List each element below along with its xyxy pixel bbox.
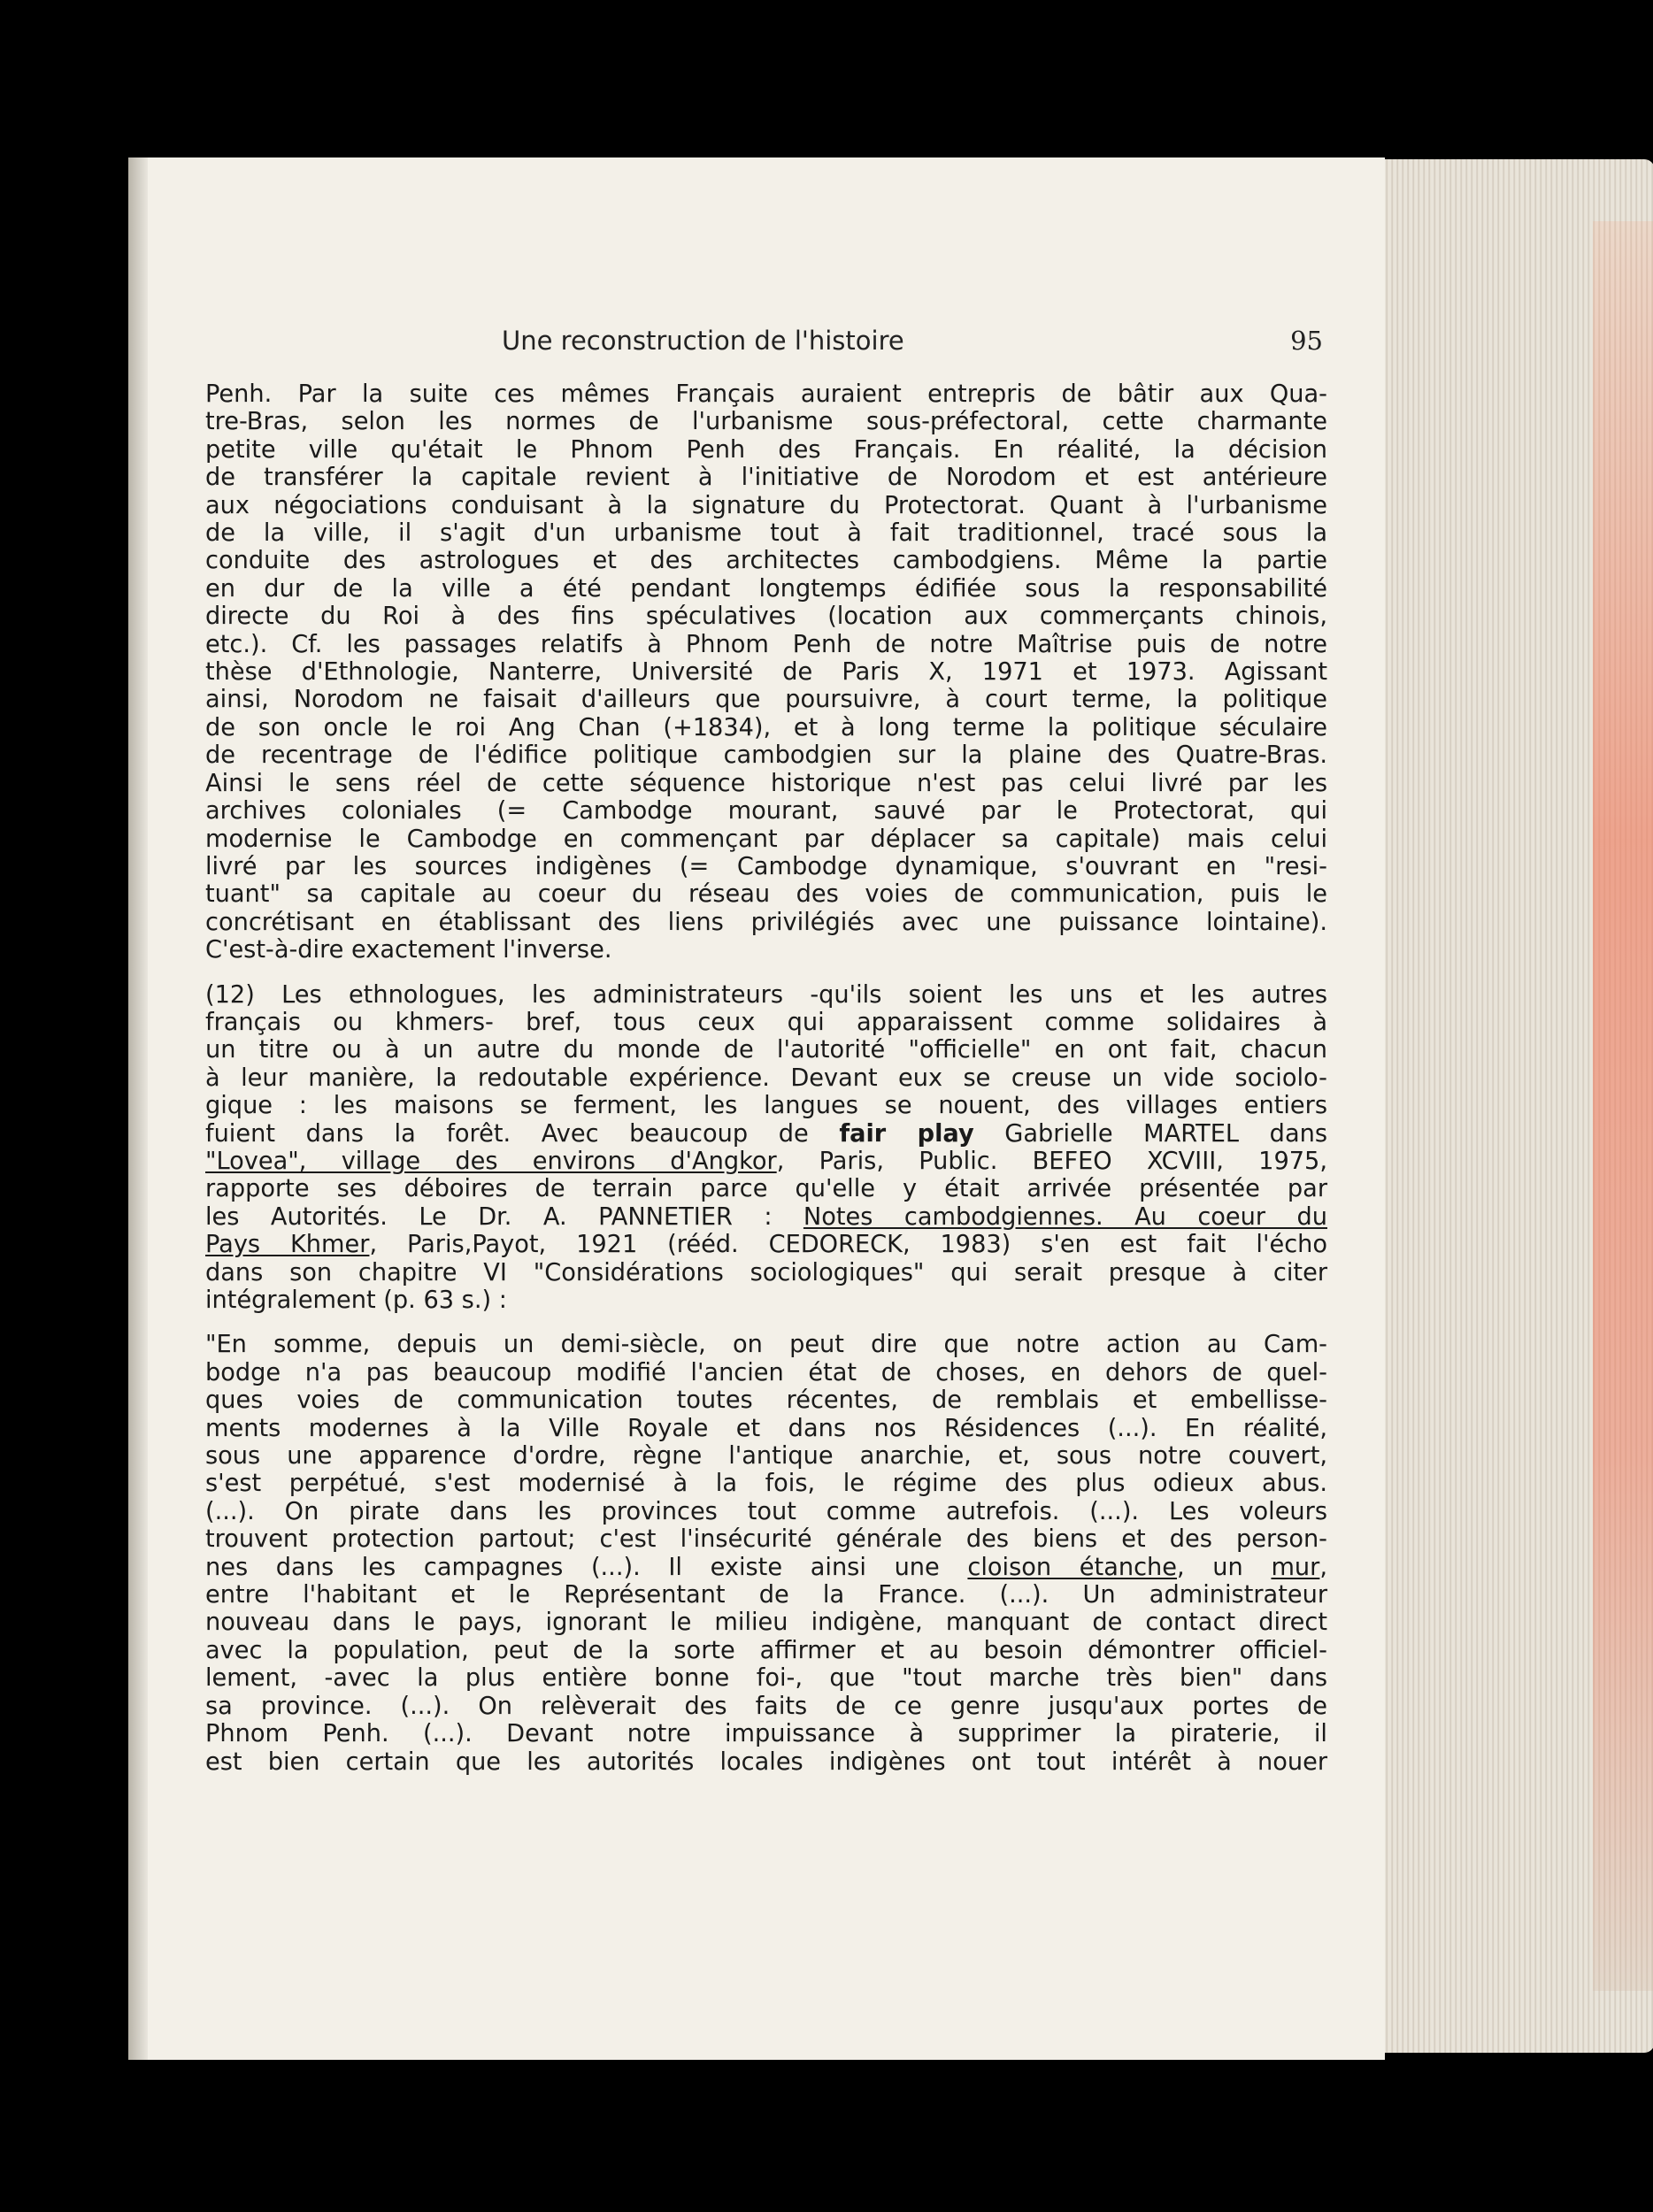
text-line: Phnom Penh. (...). Devant notre impuissance à supprimer la piraterie, il [205,1720,1327,1748]
text-line: (...). On pirate dans les provinces tout comme autrefois. (...). Les voleurs [205,1497,1327,1525]
text-line: est bien certain que les autorités locales indigènes ont tout intérêt à nouer [205,1747,1327,1776]
text-line: nouveau dans le pays, ignorant le milieu indigène, manquant de contact direct [205,1609,1327,1637]
underlined-phrase: mur [1271,1553,1320,1581]
text-line: trouvent protection partout; c'est l'insécurité générale des biens et des person- [205,1525,1327,1554]
text-line: tre-Bras, selon les normes de l'urbanisme sous-préfectoral, cette charmante [205,408,1327,436]
text-segment: , Paris,Payot, 1921 (rééd. CEDORECK, 1983) s'en est fait l'écho [369,1231,1328,1259]
text-segment: nes dans les campagnes (...). Il existe ainsi une [205,1553,968,1581]
text-segment: fuient dans la forêt. Avec beaucoup de [205,1119,840,1148]
text-line: conduite des astrologues et des architectes cambodgiens. Même la partie [205,547,1327,575]
text-line: livré par les sources indigènes (= Cambodge dynamique, s'ouvrant en "resi- [205,852,1327,880]
text-line: de transférer la capitale revient à l'initiative de Norodom et est antérieure [205,464,1327,492]
text-line: avec la population, peut de la sorte affirmer et au besoin démontrer officiel- [205,1636,1327,1664]
text-line: de son oncle le roi Ang Chan (+1834), et à long terme la politique séculaire [205,713,1327,741]
text-line: aux négociations conduisant à la signature du Protectorat. Quant à l'urbanisme [205,491,1327,519]
text-line: "En somme, depuis un demi-siècle, on peut dire que notre action au Cam- [205,1331,1327,1359]
text-line [205,1231,1327,1258]
text-line: ainsi, Norodom ne faisait d'ailleurs que poursuivre, à court terme, la politique [205,686,1327,714]
underlined-title: "Lovea", village des environs d'Angkor [205,1147,777,1175]
running-header [128,326,1323,379]
bold-term: fair play [839,1119,974,1148]
text-line: un titre ou à un autre du monde de l'autorité "officielle" en ont fait, chacun [205,1036,1327,1064]
text-line: ques voies de communication toutes récentes, de remblais et embellisse- [205,1386,1327,1415]
text-segment: les Autorités. Le Dr. A. PANNETIER : [205,1202,803,1231]
text-line: directe du Roi à des fins spéculatives (location aux commerçants chinois, [205,603,1327,631]
text-line [205,1120,1327,1148]
text-segment: Gabrielle MARTEL dans [973,1119,1327,1148]
page-number: 95 [1290,326,1323,356]
paragraph-gap [205,1314,1327,1331]
text-line: de la ville, il s'agit d'un urbanisme tout à fait traditionnel, tracé sous la [205,519,1327,548]
text-line: de recentrage de l'édifice politique cambodgien sur la plaine des Quatre-Bras. [205,741,1327,770]
text-line: entre l'habitant et le Représentant de la France. (...). Un administrateur [205,1581,1327,1609]
text-line: sous une apparence d'ordre, règne l'antique anarchie, et, sous notre couvert, [205,1442,1327,1471]
page-surface [128,157,1385,2060]
text-line: archives coloniales (= Cambodge mourant, sauvé par le Protectorat, qui [205,797,1327,826]
underlined-title: Pays Khmer [205,1231,370,1259]
text-line: concrétisant en établissant des liens privilégiés avec une puissance lointaine). [205,908,1327,936]
text-line: etc.). Cf. les passages relatifs à Phnom Penh de notre Maîtrise puis de notre [205,630,1327,658]
quotation [205,1331,1327,1776]
text-segment: , [1319,1553,1328,1581]
text-line: sa province. (...). On relèverait des faits de ce genre jusqu'aux portes de [205,1692,1327,1720]
text-line: lement, -avec la plus entière bonne foi-, que "tout marche très bien" dans [205,1664,1327,1693]
book-page [128,157,1519,2060]
text-line: dans son chapitre VI "Considérations sociologiques" qui serait presque à citer [205,1258,1327,1286]
text-line: français ou khmers- bref, tous ceux qui apparaissent comme solidaires à [205,1008,1327,1036]
text-line: gique : les maisons se ferment, les langues se nouent, des villages entiers [205,1092,1327,1120]
book-page-edges [1367,159,1653,2053]
footnote-12 [205,981,1327,1315]
text-line: Penh. Par la suite ces mêmes Français auraient entrepris de bâtir aux Qua- [205,380,1327,408]
text-line [205,1148,1327,1175]
text-line: tuant" sa capitale au coeur du réseau des voies de communication, puis le [205,880,1327,909]
text-line [205,1554,1327,1581]
text-line: modernise le Cambodge en commençant par déplacer sa capitale) mais celui [205,825,1327,853]
paragraph-continuation [205,380,1327,964]
text-line: Ainsi le sens réel de cette séquence historique n'est pas celui livré par les [205,769,1327,797]
underlined-phrase: cloison étanche [967,1553,1177,1581]
text-segment: , Paris, Public. BEFEO XCVIII, 1975, [776,1147,1327,1175]
text-body [205,380,1327,1776]
page-gutter-shadow [128,157,148,2060]
running-title: Une reconstruction de l'histoire [502,326,904,356]
text-line: en dur de la ville a été pendant longtemps édifiée sous la responsabilité [205,574,1327,603]
text-line: C'est-à-dire exactement l'inverse. [205,936,612,964]
text-line: s'est perpétué, s'est modernisé à la fois, le régime des plus odieux abus. [205,1470,1327,1498]
paragraph-gap [205,964,1327,981]
text-line: bodge n'a pas beaucoup modifié l'ancien état de choses, en dehors de quel- [205,1358,1327,1386]
text-line: à leur manière, la redoutable expérience. Devant eux se creuse un vide sociolo- [205,1064,1327,1092]
text-line: (12) Les ethnologues, les administrateurs -qu'ils soient les uns et les autres [205,980,1327,1009]
text-line: intégralement (p. 63 s.) : [205,1286,507,1314]
text-line: thèse d'Ethnologie, Nanterre, Université de Paris X, 1971 et 1973. Agissant [205,658,1327,687]
text-line: petite ville qu'était le Phnom Penh des Français. En réalité, la décision [205,435,1327,464]
underlined-title: Notes cambodgiennes. Au coeur du [803,1202,1327,1231]
text-line: ments modernes à la Ville Royale et dans nos Résidences (...). En réalité, [205,1414,1327,1442]
text-segment: , un [1177,1553,1272,1581]
text-line [205,1203,1327,1231]
text-line: rapporte ses déboires de terrain parce qu'elle y était arrivée présentée par [205,1175,1327,1203]
